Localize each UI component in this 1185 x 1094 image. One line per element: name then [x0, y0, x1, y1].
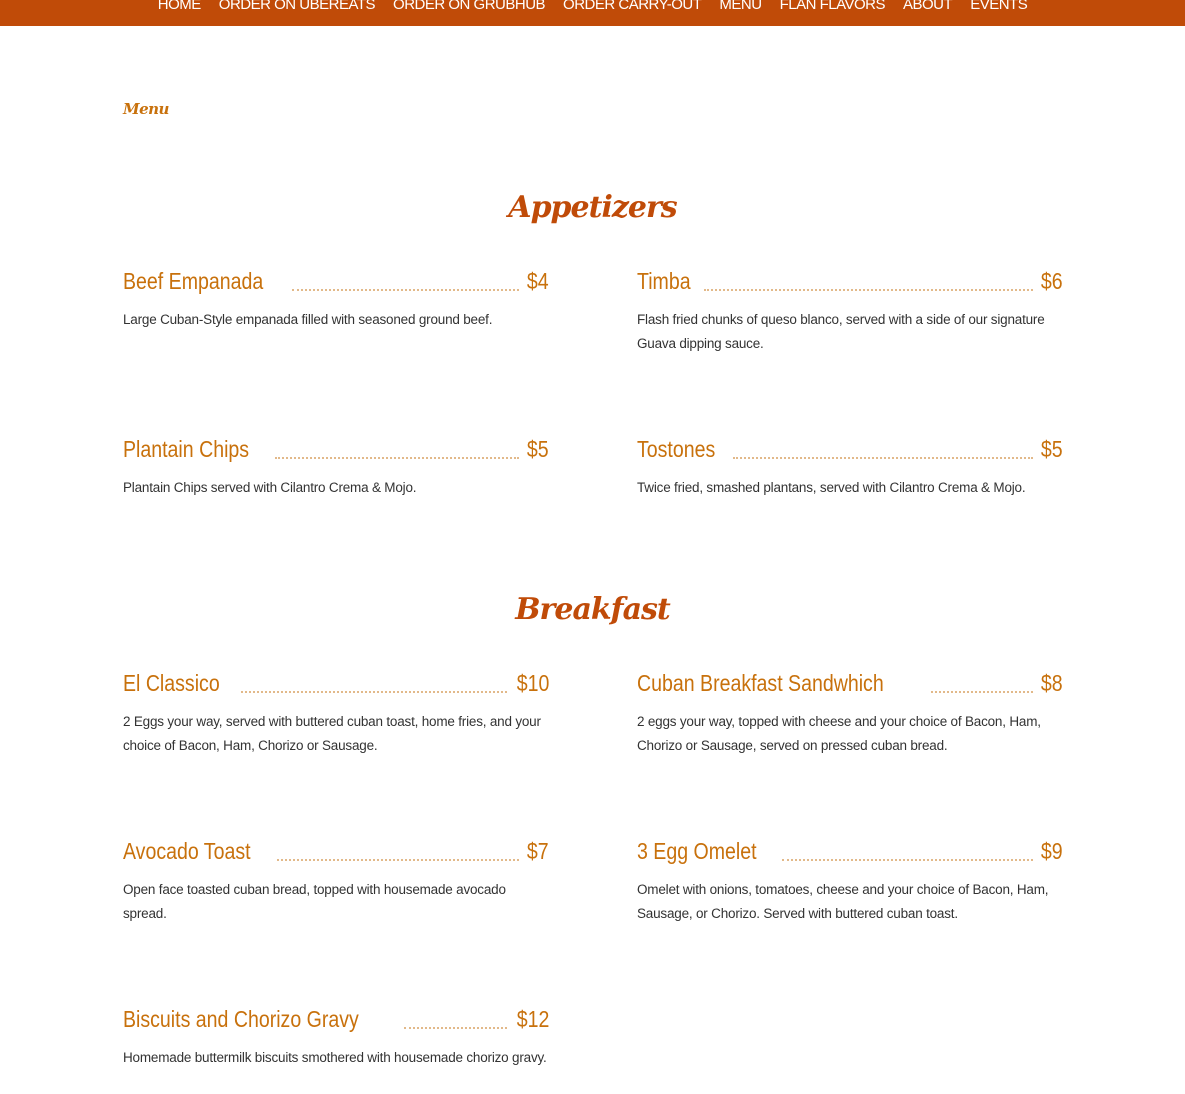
menu-item-name: 3 Egg Omelet — [637, 838, 757, 864]
nav-menu — [0, 0, 1185, 16]
nav-link-order-on-ubereats[interactable]: ORDER ON UBEREATS — [218, 0, 376, 13]
section-title-appetizers: Appetizers — [508, 190, 677, 225]
nav-link-order-carry-out[interactable]: ORDER CARRY-OUT — [563, 0, 702, 13]
menu-item-price: $10 — [516, 670, 549, 696]
menu-item-description: 2 eggs your way, topped with cheese and your choice of Bacon, Ham, Chorizo or Sausage, served on pressed cuban bread. — [637, 714, 1041, 753]
menu-item-description: Omelet with onions, tomatoes, cheese and your choice of Bacon, Ham, Sausage, or Chorizo. Served with buttered cuban toast. — [637, 882, 1049, 921]
dotted-leader — [931, 691, 1033, 693]
menu-item — [637, 268, 1063, 356]
dotted-leader — [782, 859, 1034, 861]
menu-item-price: $7 — [527, 838, 549, 864]
menu-item-description: Twice fried, smashed plantans, served with Cilantro Crema & Mojo. — [637, 480, 1026, 495]
menu-item — [637, 670, 1063, 758]
menu-item-price: $9 — [1041, 838, 1063, 864]
nav-link-about[interactable]: ABOUT — [903, 0, 953, 13]
menu-item-name: Tostones — [637, 436, 716, 462]
top-navigation-bar — [0, 0, 1185, 26]
menu-item — [123, 268, 549, 332]
menu-item-name: Beef Empanada — [123, 268, 264, 294]
menu-item-name: Biscuits and Chorizo Gravy — [123, 1006, 359, 1032]
menu-item-description: Flash fried chunks of queso blanco, served with a side of our signature Guava dipping sauce. — [637, 312, 1045, 351]
dotted-leader — [404, 1027, 506, 1029]
menu-item-price: $12 — [516, 1006, 549, 1032]
menu-item-description: Plantain Chips served with Cilantro Crema & Mojo. — [123, 480, 417, 495]
menu-item — [123, 838, 549, 926]
nav-link-flan-flavors[interactable]: FLAN FLAVORS — [779, 0, 885, 13]
breadcrumb-menu: Menu — [123, 100, 169, 118]
menu-item-name: Plantain Chips — [123, 436, 250, 462]
menu-item-name: Cuban Breakfast Sandwhich — [637, 670, 884, 696]
menu-item-price: $4 — [527, 268, 549, 294]
section-title-breakfast: Breakfast — [515, 592, 670, 627]
nav-link-order-on-grubhub[interactable]: ORDER ON GRUBHUB — [393, 0, 546, 13]
menu-item-description: Large Cuban-Style empanada filled with seasoned ground beef. — [123, 312, 493, 327]
menu-item-price: $6 — [1041, 268, 1063, 294]
menu-item-description: Open face toasted cuban bread, topped with housemade avocado spread. — [123, 882, 506, 921]
menu-item-name: Timba — [637, 268, 691, 294]
menu-item-price: $5 — [527, 436, 549, 462]
menu-item-name: El Classico — [123, 670, 220, 696]
nav-link-home[interactable]: HOME — [157, 0, 201, 13]
dotted-leader — [275, 457, 519, 459]
menu-item — [123, 436, 549, 500]
dotted-leader — [733, 457, 1033, 459]
menu-item-price: $5 — [1041, 436, 1063, 462]
nav-link-menu[interactable]: MENU — [719, 0, 762, 13]
menu-item — [123, 670, 549, 758]
menu-item — [637, 838, 1063, 926]
menu-item — [637, 436, 1063, 500]
dotted-leader — [704, 289, 1033, 291]
menu-item-description: 2 Eggs your way, served with buttered cuban toast, home fries, and your choice of Bacon, Ham, Chorizo or Sausage. — [123, 714, 541, 753]
dotted-leader — [277, 859, 519, 861]
menu-item-description: Homemade buttermilk biscuits smothered with housemade chorizo gravy. — [123, 1050, 547, 1065]
dotted-leader — [292, 289, 519, 291]
menu-item — [123, 1006, 549, 1070]
nav-link-events[interactable]: EVENTS — [970, 0, 1028, 13]
menu-item-name: Avocado Toast — [123, 838, 251, 864]
dotted-leader — [241, 691, 507, 693]
menu-item-price: $8 — [1041, 670, 1063, 696]
